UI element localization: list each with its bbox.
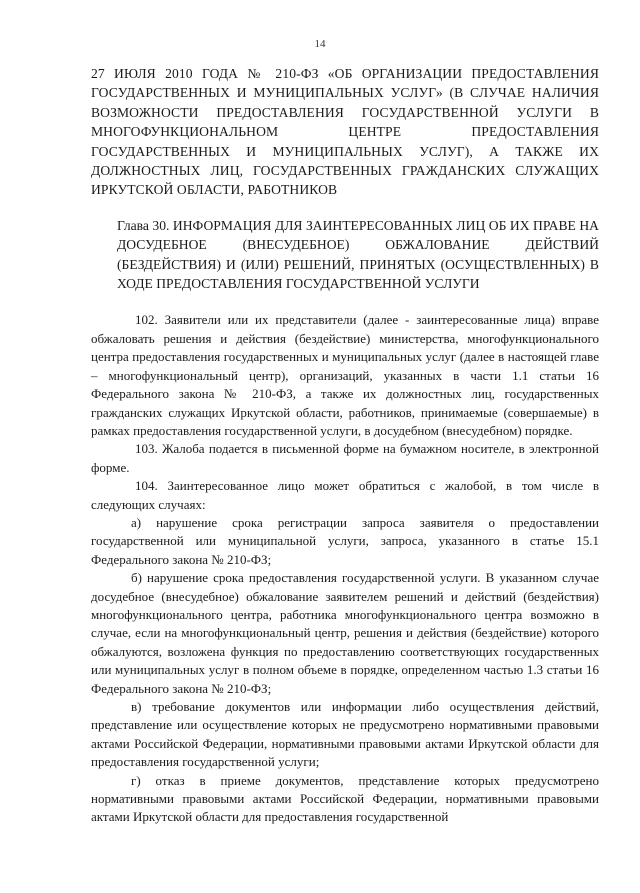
paragraph-104-b: б) нарушение срока предоставления государственной услуги. В указанном случае досудебное (внесудебное) обжалование заявителем решений и действий (бездействия) многофункционального центра, работника многофункционального центра возможно в случае, если на многофункциональный центр, решения и действия (бездействие) которого обжалуются, возложена функция по предоставлению соответствующих государственных или муниципальных услуг в полном объеме в порядке, определенном частью 1.3 статьи 16 Федерального закона № 210-ФЗ; — [91, 570, 599, 696]
paragraph-list — [91, 311, 599, 826]
document-body — [91, 64, 599, 827]
paragraph-103: 103. Жалоба подается в письменной форме на бумажном носителе, в электронной форме. — [91, 441, 599, 475]
paragraph-102: 102. Заявители или их представители (далее - заинтересованные лица) вправе обжаловать решения и действия (бездействие) министерства, многофункционального центра предоставления государственных и муниципальных услуг (далее в настоящей главе – многофункциональный центр), организаций, указанных в части 1.1 статьи 16 Федерального закона № 210-ФЗ, а также их должностных лиц, государственных гражданских служащих Иркутской области, работников, принимаемые (совершаемые) в рамках предоставления государственной услуги, в досудебном (внесудебном) порядке. — [91, 312, 599, 438]
section-heading: 27 ИЮЛЯ 2010 ГОДА № 210-ФЗ «ОБ ОРГАНИЗАЦИИ ПРЕДОСТАВЛЕНИЯ ГОСУДАРСТВЕННЫХ И МУНИЦИПАЛЬНЫХ УСЛУГ» (В СЛУЧАЕ НАЛИЧИЯ ВОЗМОЖНОСТИ ПРЕДОСТАВЛЕНИЯ ГОСУДАРСТВЕННОЙ УСЛУГИ В МНОГОФУНКЦИОНАЛЬНОМ ЦЕНТРЕ ПРЕДОСТАВЛЕНИЯ ГОСУДАРСТВЕННЫХ И МУНИЦИПАЛЬНЫХ УСЛУГ), А ТАКЖЕ ИХ ДОЛЖНОСТНЫХ ЛИЦ, ГОСУДАРСТВЕННЫХ ГРАЖДАНСКИХ СЛУЖАЩИХ ИРКУТСКОЙ ОБЛАСТИ, РАБОТНИКОВ — [91, 66, 599, 198]
paragraph-104-g: г) отказ в приеме документов, представление которых предусмотрено нормативными правовыми актами Российской Федерации, нормативными правовыми актами Иркутской области для предоставления государственной — [91, 772, 599, 825]
paragraph-104-v: в) требование документов или информации либо осуществления действий, представление или осуществление которых не предусмотрено нормативными правовыми актами Российской Федерации, нормативными правовыми актами Иркутской области для предоставления государственной услуги; — [91, 699, 599, 770]
page-number: 14 — [314, 38, 326, 50]
chapter-title: Глава 30. ИНФОРМАЦИЯ ДЛЯ ЗАИНТЕРЕСОВАННЫХ ЛИЦ ОБ ИХ ПРАВЕ НА ДОСУДЕБНОЕ (ВНЕСУДЕБНОЕ) ОБЖАЛОВАНИЕ ДЕЙСТВИЙ (БЕЗДЕЙСТВИЯ) И (ИЛИ) РЕШЕНИЙ, ПРИНЯТЫХ (ОСУЩЕСТВЛЕННЫХ) В ХОДЕ ПРЕДОСТАВЛЕНИЯ ГОСУДАРСТВЕННОЙ УСЛУГИ — [117, 217, 599, 292]
paragraph-104: 104. Заинтересованное лицо может обратиться с жалобой, в том числе в следующих случаях: — [91, 478, 599, 512]
paragraph-104-a: а) нарушение срока регистрации запроса заявителя о предоставлении государственной или муниципальной услуги, запроса, указанного в статье 15.1 Федерального закона № 210-ФЗ; — [91, 514, 599, 567]
